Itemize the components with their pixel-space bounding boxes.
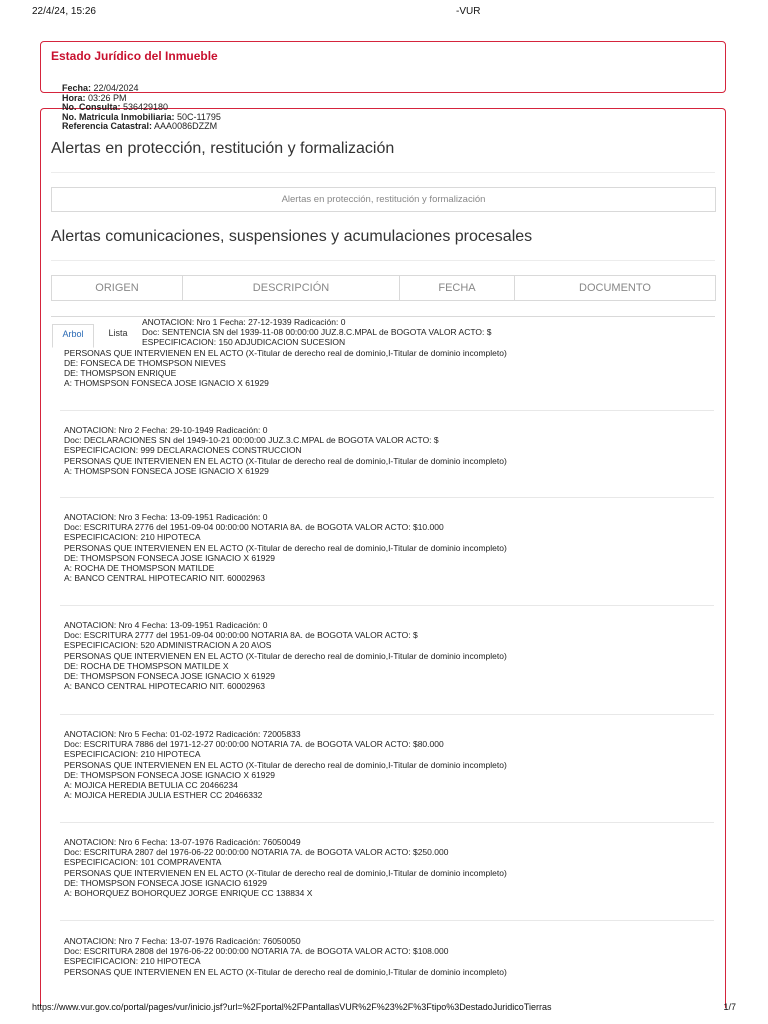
print-header <box>32 6 736 20</box>
entry-divider <box>60 714 714 715</box>
annotation-line: PERSONAS QUE INTERVIENEN EN EL ACTO (X-Titular de derecho real de dominio,I-Titular de dominio incompleto) <box>64 455 507 466</box>
meta-catastral <box>62 122 221 132</box>
annotation-line: Doc: ESCRITURA 2807 del 1976-06-22 00:00:00 NOTARIA 7A. de BOGOTA VALOR ACTO: $250.000 <box>64 847 449 858</box>
annotation-line: ESPECIFICACION: 150 ADJUDICACION SUCESION <box>142 337 346 348</box>
meta-label: Hora: <box>62 92 86 103</box>
annotation-line: Doc: ESCRITURA 7886 del 1971-12-27 00:00:00 NOTARIA 7A. de BOGOTA VALOR ACTO: $80.000 <box>64 739 444 750</box>
page-title: Estado Jurídico del Inmueble <box>51 49 218 63</box>
print-title: -VUR <box>456 6 481 17</box>
entry-divider <box>60 410 714 411</box>
tab-lista[interactable]: Lista <box>108 328 128 338</box>
meta-value: 22/04/2024 <box>91 83 139 93</box>
annotation-line: ANOTACION: Nro 1 Fecha: 27-12-1939 Radicación: 0 <box>142 317 346 327</box>
annotation-line: DE: THOMSPSON FONSECA JOSE IGNACIO 61929 <box>64 877 267 888</box>
annotation-line: ANOTACION: Nro 3 Fecha: 13-09-1951 Radicación: 0 <box>64 512 268 522</box>
annotation-line: A: THOMSPSON FONSECA JOSE IGNACIO X 61929 <box>64 378 269 389</box>
annotation-line: A: MOJICA HEREDIA JULIA ESTHER CC 20466332 <box>64 790 263 801</box>
annotation-line: PERSONAS QUE INTERVIENEN EN EL ACTO (X-Titular de derecho real de dominio,I-Titular de dominio incompleto) <box>64 347 507 358</box>
meta-value: 50C-11795 <box>174 111 221 122</box>
annotation-line: DE: ROCHA DE THOMSPSON MATILDE X <box>64 660 229 671</box>
column-header-origen: ORIGEN <box>52 276 183 301</box>
annotation-line: DE: THOMSPSON FONSECA JOSE IGNACIO X 61929 <box>64 769 275 780</box>
annotation-line: ANOTACION: Nro 4 Fecha: 13-09-1951 Radicación: 0 <box>64 620 268 630</box>
entry-divider <box>60 920 714 921</box>
annotation-line: Doc: ESCRITURA 2776 del 1951-09-04 00:00:00 NOTARIA 8A. de BOGOTA VALOR ACTO: $10.000 <box>64 522 444 533</box>
column-header-documento: DOCUMENTO <box>515 276 716 301</box>
annotation-line: A: ROCHA DE THOMSPSON MATILDE <box>64 563 215 574</box>
column-header-descripcion: DESCRIPCIÓN <box>183 276 400 301</box>
entry-divider <box>60 497 714 498</box>
annotation-line: DE: THOMSPSON FONSECA JOSE IGNACIO X 61929 <box>64 552 275 563</box>
table-header-row <box>52 276 716 301</box>
annotation-line: PERSONAS QUE INTERVIENEN EN EL ACTO (X-Titular de derecho real de dominio,I-Titular de dominio incompleto) <box>64 867 507 878</box>
annotation-line: Doc: DECLARACIONES SN del 1949-10-21 00:00:00 JUZ.3.C.MPAL de BOGOTA VALOR ACTO: $ <box>64 435 439 446</box>
meta-value: AAA0086DZZM <box>152 121 218 132</box>
meta-value: 536429180 <box>120 102 169 113</box>
annotation-line: Doc: SENTENCIA SN del 1939-11-08 00:00:00 JUZ.8.C.MPAL de BOGOTA VALOR ACTO: $ <box>142 327 492 338</box>
annotation-line: PERSONAS QUE INTERVIENEN EN EL ACTO (X-Titular de derecho real de dominio,I-Titular de dominio incompleto) <box>64 759 507 770</box>
meta-label: Fecha: <box>62 83 92 93</box>
annotation-line: ESPECIFICACION: 520 ADMINISTRACION A 20 A\OS <box>64 640 272 651</box>
page-url: https://www.vur.gov.co/portal/pages/vur/inicio.jsf?url=%2Fportal%2FPantallasVUR%2F%23%2F%3Ftipo%3DestadoJuridicoTierras <box>32 1002 552 1012</box>
annotation-line: A: BOHORQUEZ BOHORQUEZ JORGE ENRIQUE CC 138834 X <box>64 888 313 899</box>
annotation-entry <box>64 512 714 583</box>
entry-divider <box>60 605 714 606</box>
meta-value: 03:26 PM <box>85 92 127 103</box>
annotation-line: DE: THOMSPSON ENRIQUE <box>64 368 177 379</box>
query-metadata <box>62 84 221 132</box>
procedural-alerts-table <box>51 275 716 301</box>
annotation-line: Doc: ESCRITURA 2808 del 1976-06-22 00:00:00 NOTARIA 7A. de BOGOTA VALOR ACTO: $108.000 <box>64 946 449 957</box>
annotation-line: ESPECIFICACION: 210 HIPOTECA <box>64 749 201 760</box>
annotation-line: Doc: ESCRITURA 2777 del 1951-09-04 00:00:00 NOTARIA 8A. de BOGOTA VALOR ACTO: $ <box>64 630 418 641</box>
annotation-line: ESPECIFICACION: 999 DECLARACIONES CONSTRUCCION <box>64 445 302 456</box>
protection-alerts-box: Alertas en protección, restitución y formalización <box>51 187 716 212</box>
annotation-entry <box>64 425 714 476</box>
annotation-line: A: MOJICA HEREDIA BETULIA CC 20466234 <box>64 780 238 791</box>
column-header-fecha: FECHA <box>400 276 515 301</box>
annotation-line: DE: FONSECA DE THOMSPSON NIEVES <box>64 357 226 368</box>
print-datetime: 22/4/24, 15:26 <box>32 6 96 17</box>
annotation-entry <box>64 317 714 388</box>
annotation-line: ESPECIFICACION: 210 HIPOTECA <box>64 532 201 543</box>
annotation-line: A: BANCO CENTRAL HIPOTECARIO NIT. 60002963 <box>64 573 265 584</box>
annotation-line: ESPECIFICACION: 210 HIPOTECA <box>64 956 201 967</box>
tab-arbol[interactable]: Arbol <box>52 324 94 348</box>
meta-label: Referencia Catastral: <box>62 121 153 132</box>
annotation-line: ANOTACION: Nro 5 Fecha: 01-02-1972 Radicación: 72005833 <box>64 729 301 739</box>
print-footer <box>32 1002 736 1014</box>
annotation-entry <box>64 936 714 977</box>
divider <box>51 172 715 173</box>
annotation-line: A: BANCO CENTRAL HIPOTECARIO NIT. 60002963 <box>64 681 265 692</box>
annotation-line: DE: THOMSPSON FONSECA JOSE IGNACIO X 61929 <box>64 671 275 682</box>
page-number: 1/7 <box>723 1002 736 1012</box>
meta-label: No. Matricula Inmobiliaria: <box>62 111 175 122</box>
annotation-entry <box>64 620 714 691</box>
annotation-entry <box>64 837 714 898</box>
annotation-entry <box>64 729 714 800</box>
annotation-line: PERSONAS QUE INTERVIENEN EN EL ACTO (X-Titular de derecho real de dominio,I-Titular de dominio incompleto) <box>64 542 507 553</box>
annotation-line: ANOTACION: Nro 7 Fecha: 13-07-1976 Radicación: 76050050 <box>64 936 301 946</box>
annotation-line: ESPECIFICACION: 101 COMPRAVENTA <box>64 857 222 868</box>
divider <box>51 260 715 261</box>
annotation-line: PERSONAS QUE INTERVIENEN EN EL ACTO (X-Titular de derecho real de dominio,I-Titular de dominio incompleto) <box>64 966 507 977</box>
entry-divider <box>60 822 714 823</box>
annotation-line: ANOTACION: Nro 6 Fecha: 13-07-1976 Radicación: 76050049 <box>64 837 301 847</box>
annotation-line: A: THOMSPSON FONSECA JOSE IGNACIO X 61929 <box>64 465 269 476</box>
section-heading-procedural-alerts: Alertas comunicaciones, suspensiones y acumulaciones procesales <box>51 228 533 245</box>
annotation-line: PERSONAS QUE INTERVIENEN EN EL ACTO (X-Titular de derecho real de dominio,I-Titular de dominio incompleto) <box>64 650 507 661</box>
meta-label: No. Consulta: <box>62 102 121 113</box>
annotation-line: ANOTACION: Nro 2 Fecha: 29-10-1949 Radicación: 0 <box>64 425 268 435</box>
section-heading-protection-alerts: Alertas en protección, restitución y formalización <box>51 140 395 157</box>
